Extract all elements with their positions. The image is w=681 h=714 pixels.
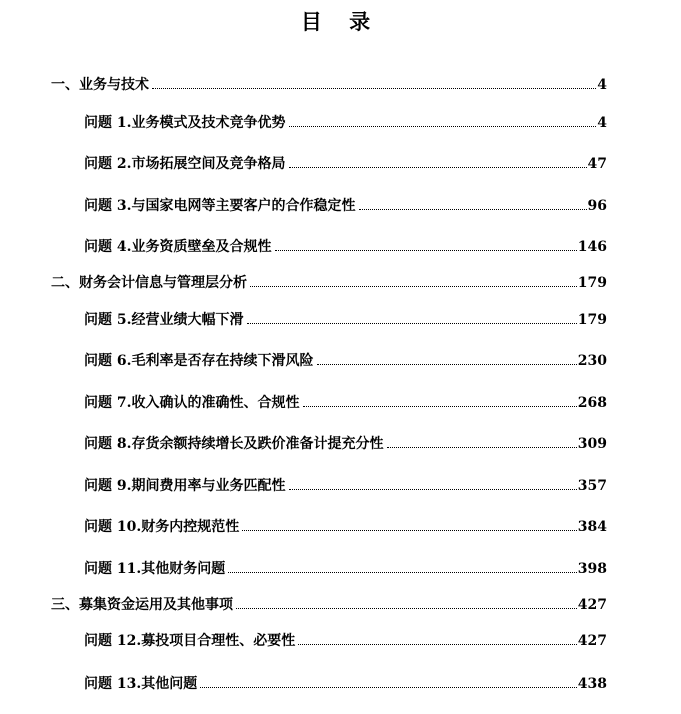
dot-leader [289, 112, 597, 127]
toc-page-number: 179 [577, 275, 607, 291]
dot-leader [236, 594, 577, 609]
toc-question-13[interactable] [84, 673, 607, 693]
toc-question-4[interactable] [84, 236, 607, 256]
toc-question-10[interactable] [84, 516, 607, 536]
toc-entry-label: 问题 9.期间费用率与业务匹配性 [84, 478, 286, 494]
toc-question-6[interactable] [84, 350, 607, 370]
toc-question-12[interactable] [84, 630, 607, 650]
toc-entry-label: 问题 11.其他财务问题 [84, 561, 226, 577]
toc-entry-label: 问题 4.业务资质壁垒及合规性 [84, 239, 272, 255]
toc-entry-label: 问题 7.收入确认的准确性、合规性 [84, 395, 300, 411]
toc-entry-label: 二、财务会计信息与管理层分析 [51, 275, 247, 291]
toc-entry-label: 一、业务与技术 [51, 77, 149, 93]
toc-page-number: 384 [577, 519, 607, 535]
toc-page-number: 96 [587, 198, 607, 214]
toc-entry-label: 问题 2.市场拓展空间及竞争格局 [84, 156, 286, 172]
toc-page-number: 398 [577, 561, 607, 577]
dot-leader [247, 309, 577, 324]
toc-section-2[interactable] [51, 272, 607, 292]
toc-section-3[interactable] [51, 594, 607, 614]
dot-leader [303, 392, 577, 407]
toc-question-1[interactable] [84, 112, 607, 132]
dot-leader [387, 433, 577, 448]
toc-question-3[interactable] [84, 195, 607, 215]
toc-entry-label: 问题 13.其他问题 [84, 676, 198, 692]
dot-leader [289, 475, 577, 490]
toc-question-5[interactable] [84, 309, 607, 329]
toc-section-1[interactable] [51, 74, 607, 94]
dot-leader [298, 630, 577, 645]
toc-page-number: 146 [577, 239, 607, 255]
toc-question-7[interactable] [84, 392, 607, 412]
toc-page-number: 438 [577, 676, 607, 692]
dot-leader [289, 153, 587, 168]
toc-entry-label: 问题 5.经营业绩大幅下滑 [84, 312, 244, 328]
toc-page-number: 47 [587, 156, 607, 172]
toc-entry-label: 问题 10.财务内控规范性 [84, 519, 240, 535]
dot-leader [317, 350, 577, 365]
toc-page-number: 230 [577, 353, 607, 369]
dot-leader [242, 516, 577, 531]
dot-leader [200, 673, 577, 688]
toc-page-number: 4 [597, 77, 607, 93]
toc-entry-label: 问题 8.存货余额持续增长及跌价准备计提充分性 [84, 436, 384, 452]
dot-leader [152, 74, 596, 89]
toc-entry-label: 三、募集资金运用及其他事项 [51, 597, 233, 613]
toc-entry-label: 问题 6.毛利率是否存在持续下滑风险 [84, 353, 314, 369]
toc-entry-label: 问题 1.业务模式及技术竞争优势 [84, 115, 286, 131]
toc-page-number: 4 [597, 115, 607, 131]
dot-leader [359, 195, 587, 210]
toc-page-number: 357 [577, 478, 607, 494]
toc-question-9[interactable] [84, 475, 607, 495]
toc-page-number: 309 [577, 436, 607, 452]
toc-entry-label: 问题 3.与国家电网等主要客户的合作稳定性 [84, 198, 356, 214]
toc-page-number: 427 [577, 633, 607, 649]
toc-page-number: 427 [577, 597, 607, 613]
toc-question-8[interactable] [84, 433, 607, 453]
toc-question-2[interactable] [84, 153, 607, 173]
toc-entry-label: 问题 12.募投项目合理性、必要性 [84, 633, 296, 649]
dot-leader [250, 272, 577, 287]
toc-question-11[interactable] [84, 558, 607, 578]
page-title: 目 录 [300, 9, 381, 34]
dot-leader [275, 236, 577, 251]
toc-page-number: 179 [577, 312, 607, 328]
dot-leader [228, 558, 577, 573]
toc-page-number: 268 [577, 395, 607, 411]
